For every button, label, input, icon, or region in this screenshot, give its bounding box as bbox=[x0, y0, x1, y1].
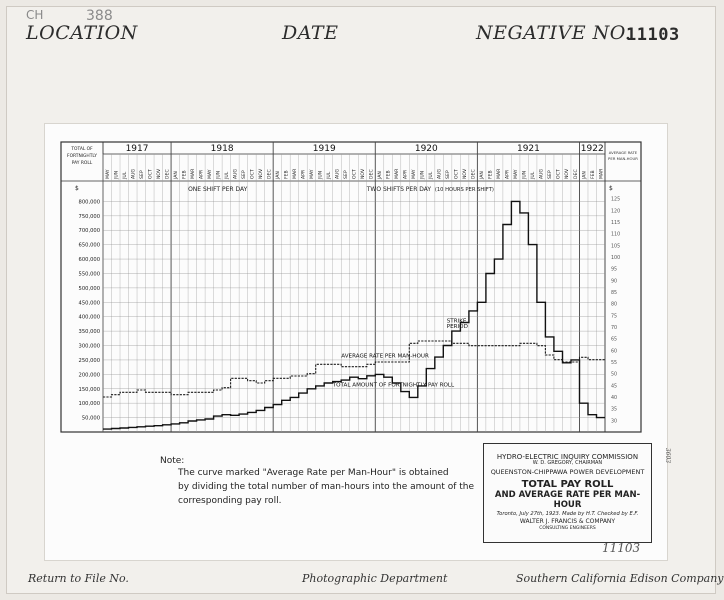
left-tick-label: 300,000 bbox=[78, 343, 100, 350]
right-tick-label: 60 bbox=[611, 349, 618, 355]
negative-label: NEGATIVE NO. bbox=[476, 22, 632, 44]
note-line-2: by dividing the total number of man-hours into the amount of the bbox=[178, 482, 475, 492]
month-tick-label: NOV bbox=[565, 168, 571, 179]
date-label: DATE bbox=[282, 22, 339, 44]
left-axis-header-1: TOTAL OF bbox=[71, 147, 93, 152]
left-tick-label: 200,000 bbox=[78, 372, 100, 379]
right-tick-label: 35 bbox=[611, 407, 618, 413]
month-tick-label: SEP bbox=[241, 170, 247, 179]
right-tick-label: 85 bbox=[611, 291, 618, 296]
right-axis-header-2: PER MAN-HOUR bbox=[608, 156, 638, 161]
month-tick-label: DEC bbox=[471, 169, 477, 179]
month-tick-label: APR bbox=[301, 169, 307, 179]
month-tick-label: NOV bbox=[463, 168, 469, 179]
right-tick-label: 55 bbox=[611, 361, 618, 366]
engineers-subtitle: CONSULTING ENGINEERS bbox=[539, 526, 596, 532]
right-tick-label: 105 bbox=[611, 244, 621, 250]
month-tick-label: OCT bbox=[556, 169, 562, 179]
month-tick-label: JAN bbox=[378, 171, 384, 179]
right-unit-label: $ bbox=[609, 185, 613, 192]
pencil-mark-ch: CH bbox=[26, 8, 44, 22]
footer-company: Southern California Edison Company bbox=[516, 572, 724, 585]
right-tick-label: 45 bbox=[611, 384, 618, 390]
label-strike-2: PERIOD bbox=[446, 324, 468, 331]
left-tick-label: 550,000 bbox=[78, 271, 100, 278]
year-label: 1919 bbox=[312, 144, 336, 154]
month-tick-label: JAN bbox=[582, 171, 588, 179]
note-line-1: The curve marked "Average Rate per Man-Hour" is obtained bbox=[178, 468, 449, 478]
month-tick-label: JUN bbox=[114, 170, 120, 179]
month-tick-label: AUG bbox=[131, 168, 137, 179]
month-tick-label: MAR bbox=[395, 168, 401, 179]
year-label: 1921 bbox=[516, 144, 540, 154]
left-unit-label: $ bbox=[75, 185, 79, 192]
annotation-ten-hours: (10 HOURS PER SHIFT) bbox=[434, 187, 494, 193]
right-tick-label: 100 bbox=[611, 256, 621, 261]
left-tick-label: 100,000 bbox=[78, 401, 100, 408]
month-tick-label: FEB bbox=[284, 170, 290, 179]
month-tick-label: MAY bbox=[105, 169, 111, 179]
month-tick-label: JUN bbox=[318, 170, 324, 179]
left-tick-label: 450,000 bbox=[78, 300, 100, 307]
month-tick-label: AUG bbox=[539, 168, 545, 179]
month-tick-label: APR bbox=[403, 169, 409, 179]
month-tick-label: DEC bbox=[165, 169, 171, 179]
right-tick-label: 95 bbox=[611, 267, 618, 273]
year-label: 1922 bbox=[580, 144, 604, 154]
month-tick-label: AUG bbox=[335, 168, 341, 179]
month-tick-label: SEP bbox=[446, 170, 452, 179]
note-label: Note: bbox=[160, 456, 185, 466]
month-tick-label: SEP bbox=[548, 170, 554, 179]
chairman-line: W. D. GREGORY, CHAIRMAN bbox=[532, 460, 603, 467]
left-tick-label: 150,000 bbox=[78, 386, 100, 393]
left-tick-label: 650,000 bbox=[78, 242, 100, 249]
month-tick-label: FEB bbox=[488, 170, 494, 179]
month-tick-label: OCT bbox=[454, 169, 460, 179]
month-tick-label: JUN bbox=[420, 170, 426, 179]
month-tick-label: MAR bbox=[292, 168, 298, 179]
month-tick-label: DEC bbox=[369, 169, 375, 179]
month-tick-label: MAY bbox=[514, 169, 520, 179]
left-tick-label: 600,000 bbox=[78, 257, 100, 264]
handwritten-sheet-number: 11103 bbox=[602, 541, 641, 555]
month-tick-label: JUL bbox=[224, 171, 230, 179]
month-tick-label: MAY bbox=[412, 169, 418, 179]
month-tick-label: JAN bbox=[275, 171, 281, 179]
month-tick-label: JAN bbox=[480, 171, 486, 179]
negative-number: 11103 bbox=[626, 25, 680, 45]
left-tick-label: 350,000 bbox=[78, 329, 100, 336]
month-tick-label: OCT bbox=[250, 169, 256, 179]
right-tick-label: 120 bbox=[611, 209, 621, 215]
footer-department: Photographic Department bbox=[302, 572, 448, 585]
month-tick-label: MAR bbox=[599, 168, 605, 179]
pencil-mark-number: 388 bbox=[86, 8, 113, 24]
month-tick-label: OCT bbox=[352, 169, 358, 179]
month-tick-label: JUN bbox=[216, 170, 222, 179]
left-axis-header-2: FORTNIGHTLY bbox=[67, 154, 97, 159]
month-tick-label: MAR bbox=[190, 168, 196, 179]
footer-return-to-file: Return to File No. bbox=[28, 572, 129, 585]
location-label: LOCATION bbox=[26, 22, 138, 44]
left-tick-label: 700,000 bbox=[78, 228, 100, 235]
month-tick-label: MAR bbox=[497, 168, 503, 179]
right-tick-label: 40 bbox=[611, 396, 618, 401]
left-tick-label: 250,000 bbox=[78, 357, 100, 364]
month-tick-label: OCT bbox=[148, 169, 154, 179]
month-tick-label: JUL bbox=[122, 171, 128, 179]
month-tick-label: APR bbox=[505, 169, 511, 179]
right-tick-label: 50 bbox=[611, 372, 618, 378]
left-tick-label: 750,000 bbox=[78, 213, 100, 220]
annotation-two-shifts: TWO SHIFTS PER DAY bbox=[366, 186, 432, 193]
month-tick-label: JUN bbox=[522, 170, 528, 179]
month-tick-label: SEP bbox=[139, 170, 145, 179]
note-line-3: corresponding pay roll. bbox=[178, 496, 282, 506]
right-tick-label: 115 bbox=[611, 221, 621, 226]
month-tick-label: NOV bbox=[258, 168, 264, 179]
engineers-name: WALTER J. FRANCIS & COMPANY bbox=[519, 518, 616, 526]
year-label: 1918 bbox=[210, 144, 234, 154]
chart-title-line-1: TOTAL PAY ROLL bbox=[521, 479, 614, 491]
left-axis-header-3: PAY ROLL bbox=[71, 161, 93, 166]
month-tick-label: AUG bbox=[233, 168, 239, 179]
left-tick-label: 800,000 bbox=[78, 199, 100, 206]
month-tick-label: NOV bbox=[156, 168, 162, 179]
month-tick-label: DEC bbox=[267, 169, 273, 179]
right-tick-label: 125 bbox=[611, 197, 621, 203]
month-tick-label: JAN bbox=[173, 171, 179, 179]
date-made-line: Toronto, July 27th, 1923. Made by H.T. Checked by E.F. bbox=[496, 511, 639, 518]
handwritten-margin-number: 3603 bbox=[664, 447, 672, 464]
month-tick-label: FEB bbox=[182, 170, 188, 179]
month-tick-label: DEC bbox=[573, 169, 579, 179]
right-tick-label: 30 bbox=[611, 419, 618, 425]
annotation-one-shift: ONE SHIFT PER DAY bbox=[188, 186, 248, 193]
month-tick-label: FEB bbox=[590, 170, 596, 179]
year-label: 1920 bbox=[414, 144, 438, 154]
month-tick-label: APR bbox=[199, 169, 205, 179]
chart-title-line-2: AND AVERAGE RATE PER MAN-HOUR bbox=[494, 489, 641, 510]
year-label: 1917 bbox=[125, 144, 149, 154]
month-tick-label: AUG bbox=[437, 168, 443, 179]
right-axis-header-1: AVERAGE RATE bbox=[608, 150, 638, 155]
left-tick-label: 500,000 bbox=[78, 285, 100, 292]
right-tick-label: 70 bbox=[611, 326, 618, 331]
right-tick-label: 90 bbox=[611, 279, 618, 285]
month-tick-label: JUL bbox=[327, 171, 333, 179]
right-tick-label: 65 bbox=[611, 337, 618, 343]
month-tick-label: FEB bbox=[386, 170, 392, 179]
project-name: QUEENSTON-CHIPPAWA POWER DEVELOPMENT bbox=[490, 467, 645, 476]
month-tick-label: MAY bbox=[309, 169, 315, 179]
right-tick-label: 110 bbox=[611, 232, 621, 238]
label-total-payroll: TOTAL AMOUNT OF FORTNIGHTLY PAY ROLL bbox=[332, 382, 455, 389]
month-tick-label: SEP bbox=[344, 170, 350, 179]
right-tick-label: 80 bbox=[611, 302, 618, 308]
label-strike-1: STRIKE bbox=[446, 318, 467, 325]
label-average-rate: AVERAGE RATE PER MAN-HOUR bbox=[341, 353, 429, 360]
month-tick-label: JUL bbox=[429, 171, 435, 179]
left-tick-label: 400,000 bbox=[78, 314, 100, 321]
month-tick-label: MAY bbox=[207, 169, 213, 179]
commission-name: HYDRO-ELECTRIC INQUIRY COMMISSION bbox=[496, 453, 639, 461]
month-tick-label: JUL bbox=[531, 171, 537, 179]
right-tick-label: 75 bbox=[611, 314, 618, 320]
title-block bbox=[483, 443, 652, 543]
month-tick-label: NOV bbox=[361, 168, 367, 179]
left-tick-label: 50,000 bbox=[81, 415, 100, 422]
